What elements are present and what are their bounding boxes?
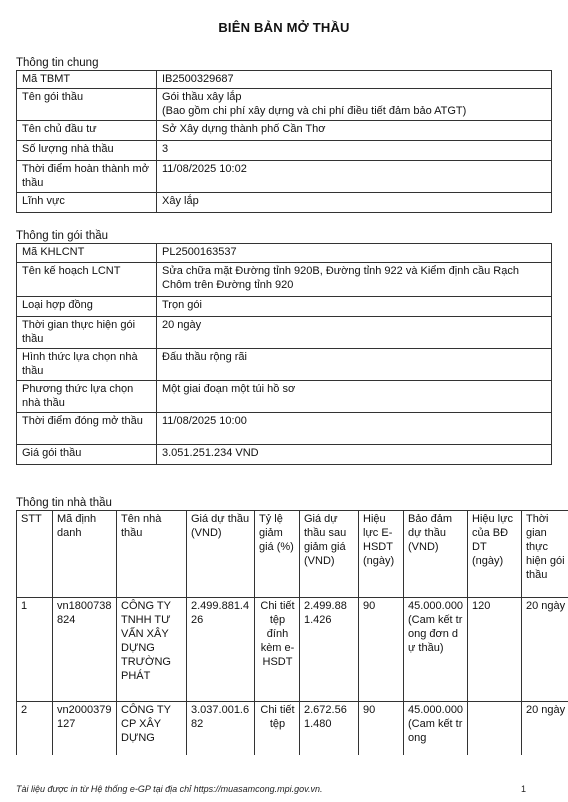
page-footer — [16, 782, 556, 796]
cell-duration: 20 ngày — [522, 598, 568, 702]
cell-bid-security: 45.000.000 (Cam kết trong đơn dự thầu) — [404, 598, 468, 702]
cell-validity: 90 — [359, 702, 404, 756]
row-label: Số lượng nhà thầu — [17, 141, 157, 161]
cell-stt: 2 — [17, 702, 53, 756]
cell-discount: Chi tiết tệp — [255, 702, 300, 756]
cell-duration: 20 ngày — [522, 702, 568, 756]
row-value: IB2500329687 — [157, 71, 552, 89]
general-info-heading: Thông tin chung — [16, 57, 99, 69]
document-title: BIÊN BẢN MỞ THẦU — [218, 20, 350, 35]
cell-id: vn1800738824 — [53, 598, 117, 702]
row-value: Sửa chữa mặt Đường tỉnh 920B, Đường tỉnh 922 và Kiểm định cầu Rạch Chôm trên Đường tỉnh 920 — [157, 263, 552, 297]
cell-price-after-discount: 2.672.561.480 — [300, 702, 359, 756]
row-value: Đấu thầu rộng rãi — [157, 349, 552, 381]
header-id: Mã định danh — [53, 511, 117, 598]
row-value: PL2500163537 — [157, 244, 552, 263]
row-label: Giá gói thầu — [17, 445, 157, 465]
row-label: Thời điểm hoàn thành mở thầu — [17, 161, 157, 193]
row-value: 3.051.251.234 VND — [157, 445, 552, 465]
row-label: Tên gói thầu — [17, 89, 157, 121]
row-value: 11/08/2025 10:02 — [157, 161, 552, 193]
package-info-heading: Thông tin gói thầu — [16, 230, 109, 242]
header-stt: STT — [17, 511, 53, 598]
cell-id: vn2000379127 — [53, 702, 117, 756]
row-label: Tên kế hoạch LCNT — [17, 263, 157, 297]
cell-security-validity: 120 — [468, 598, 522, 702]
cell-bid-security: 45.000.000 (Cam kết trong — [404, 702, 468, 756]
row-value: 20 ngày — [157, 317, 552, 349]
header-bid-security: Bảo đảm dự thầu (VND) — [404, 511, 468, 598]
cell-bid-price: 2.499.881.426 — [187, 598, 255, 702]
row-label: Hình thức lựa chọn nhà thầu — [17, 349, 157, 381]
cell-bid-price: 3.037.001.682 — [187, 702, 255, 756]
header-security-validity: Hiệu lực của BĐ DT (ngày) — [468, 511, 522, 598]
cell-price-after-discount: 2.499.881.426 — [300, 598, 359, 702]
row-label: Mã TBMT — [17, 71, 157, 89]
row-label: Mã KHLCNT — [17, 244, 157, 263]
footer-source-text: Tài liệu được in từ Hệ thống e-GP tại địa chỉ https://muasamcong.mpi.gov.vn. — [16, 784, 323, 794]
row-label: Thời gian thực hiện gói thầu — [17, 317, 157, 349]
header-discount: Tỷ lệ giảm giá (%) — [255, 511, 300, 598]
header-duration: Thời gian thực hiện gói thầu — [522, 511, 568, 598]
contractor-info-heading: Thông tin nhà thầu — [16, 497, 112, 509]
page-number: 1 — [520, 784, 526, 794]
row-label: Loại hợp đồng — [17, 297, 157, 317]
header-validity: Hiệu lực E-HSDT (ngày) — [359, 511, 404, 598]
cell-name: CÔNG TY TNHH TƯ VẤN XÂY DỰNG TRƯỜNG PHÁT — [117, 598, 187, 702]
row-label: Tên chủ đầu tư — [17, 121, 157, 141]
header-name: Tên nhà thầu — [117, 511, 187, 598]
table-row — [17, 598, 568, 702]
row-label: Phương thức lựa chọn nhà thầu — [17, 381, 157, 413]
row-value: Sở Xây dựng thành phố Cần Thơ — [157, 121, 552, 141]
cell-name: CÔNG TY CP XÂY DỰNG — [117, 702, 187, 756]
cell-discount: Chi tiết tệp đính kèm e-HSDT — [255, 598, 300, 702]
contractor-table — [16, 510, 568, 755]
row-value: 3 — [157, 141, 552, 161]
row-value: Xây lắp — [157, 193, 552, 213]
row-value: Gói thầu xây lắp (Bao gồm chi phí xây dựng và chi phí điều tiết đảm bảo ATGT) — [157, 89, 552, 121]
row-value: Một giai đoạn một túi hồ sơ — [157, 381, 552, 413]
table-row — [17, 702, 568, 756]
cell-stt: 1 — [17, 598, 53, 702]
header-bid-price: Giá dự thầu (VND) — [187, 511, 255, 598]
row-label: Thời điểm đóng mở thầu — [17, 413, 157, 445]
cell-security-validity — [468, 702, 522, 756]
row-value: Trọn gói — [157, 297, 552, 317]
row-value: 11/08/2025 10:00 — [157, 413, 552, 445]
header-price-after-discount: Giá dự thầu sau giảm giá (VND) — [300, 511, 359, 598]
row-label: Lĩnh vực — [17, 193, 157, 213]
cell-validity: 90 — [359, 598, 404, 702]
